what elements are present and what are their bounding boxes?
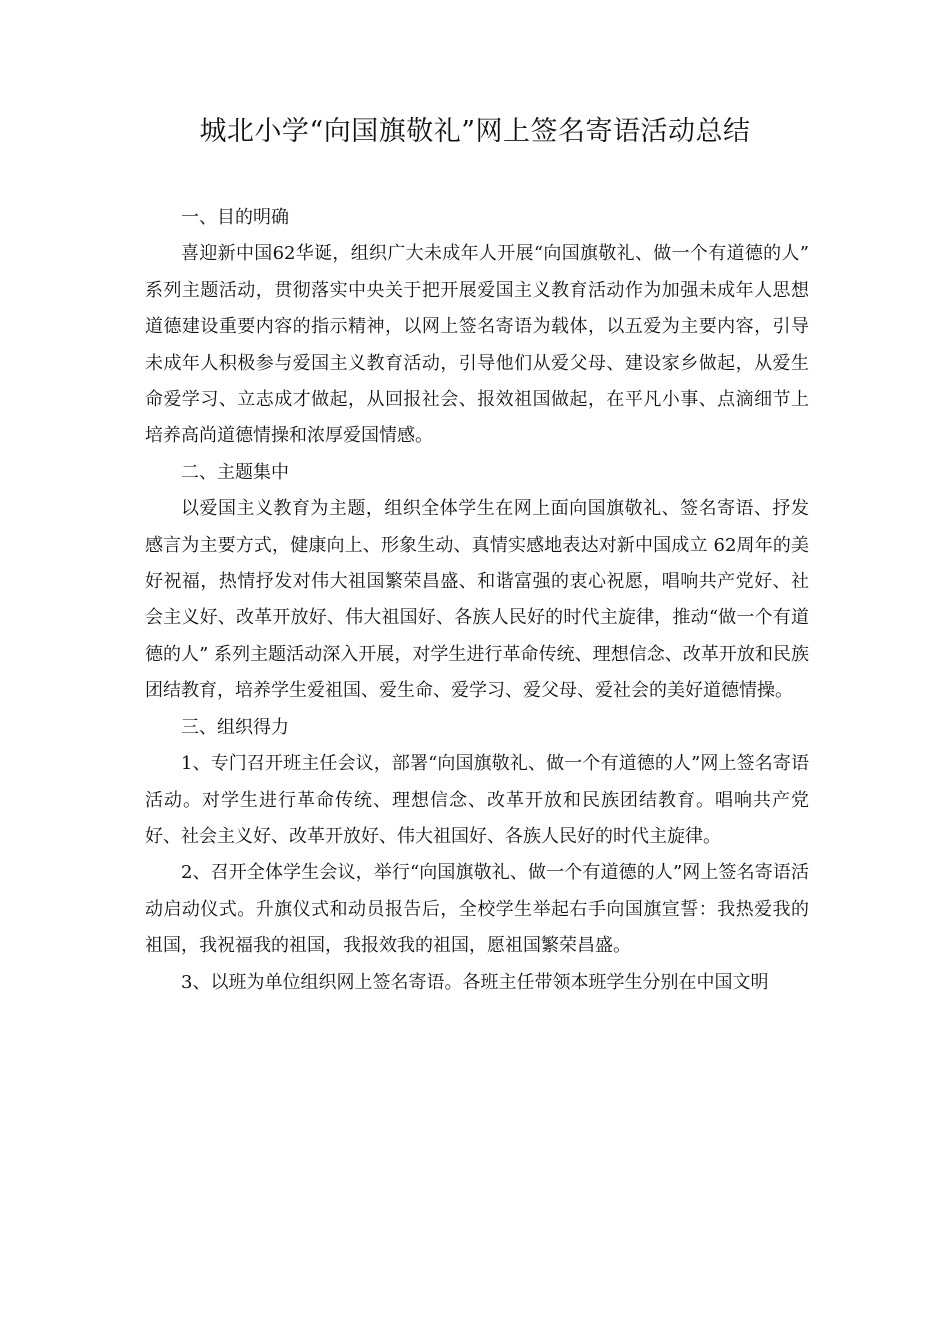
paragraph: 喜迎新中国62华诞，组织广大未成年人开展“向国旗敬礼、做一个有道德的人” 系列主题活动，贯彻落实中央关于把开展爱国主义教育活动作为加强未成年人思想道德建设重要内容的指示精神，以网上签名寄语为载体，以五爱为主要内容，引导未成年人积极参与爱国主义教育活动，引导他们从爱父母、建设家乡做起，从爱生命爱学习、立志成才做起，从回报社会、报效祖国做起，在平凡小事、点滴细节上培养高尚道德情操和浓厚爱国情感。: [145, 243, 809, 447]
section-heading-1: 一、目的明确: [181, 207, 289, 228]
section-heading-2: 二、主题集中: [181, 461, 289, 483]
paragraph: 1、专门召开班主任会议，部署“向国旗敬礼、做一个有道德的人”网上签名寄语活动。对学生进行革命传统、理想信念、改革开放和民族团结教育。唱响共产党好、社会主义好、改革开放好、伟大祖国好、各族人民好的时代主旋律。: [145, 753, 809, 847]
document-title: 城北小学“向国旗敬礼”网上签名寄语活动总结: [199, 116, 751, 147]
paragraph: 2、召开全体学生会议，举行“向国旗敬礼、做一个有道德的人”网上签名寄语活动启动仪式。升旗仪式和动员报告后，全校学生举起右手向国旗宣誓：我热爱我的祖国，我祝福我的祖国，我报效我的祖国，愿祖国繁荣昌盛。: [145, 862, 809, 957]
section-heading-3: 三、组织得力: [181, 716, 289, 738]
paragraph: 3、以班为单位组织网上签名寄语。各班主任带领本班学生分别在中国文明: [181, 971, 769, 993]
document-body: [145, 200, 809, 1001]
paragraph: 以爱国主义教育为主题，组织全体学生在网上面向国旗敬礼、签名寄语、抒发感言为主要方式，健康向上、形象生动、真情实感地表达对新中国成立 62周年的美好祝福，热情抒发对伟大祖国繁荣昌盛、和谐富强的衷心祝愿，唱响共产党好、社会主义好、改革开放好、伟大祖国好、各族人民好的时代主旋律，推动“做一个有道德的人” 系列主题活动深入开展，对学生进行革命传统、理想信念、改革开放和民族团结教育，培养学生爱祖国、爱生命、爱学习、爱父母、爱社会的美好道德情操。: [145, 498, 809, 702]
